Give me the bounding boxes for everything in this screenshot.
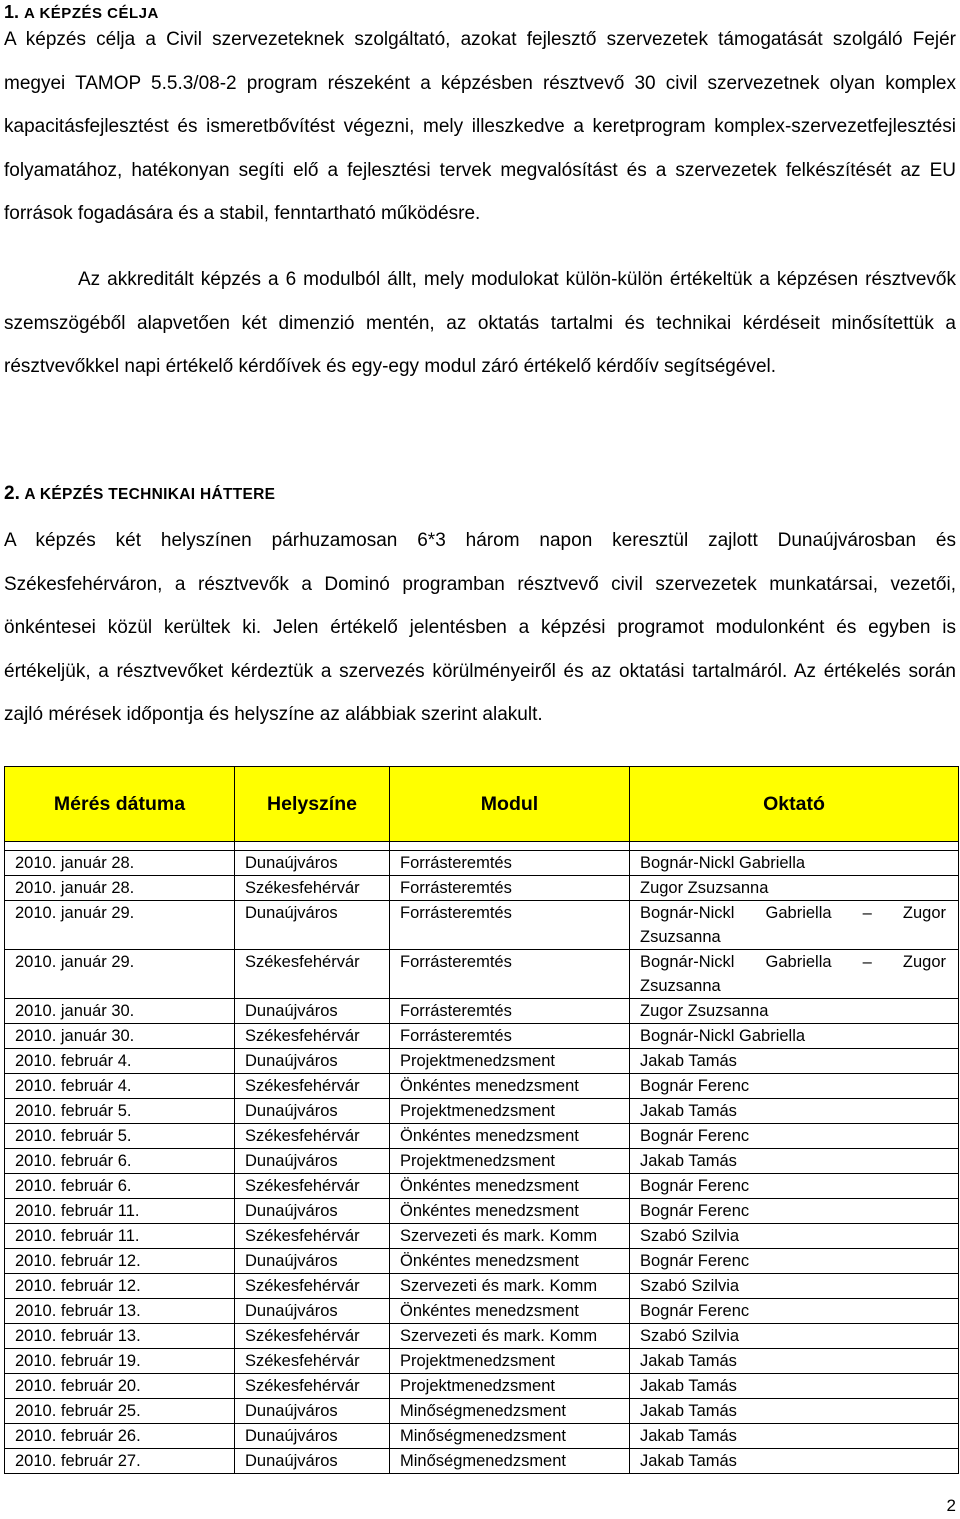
module-cell: Projektmenedzsment (390, 1374, 630, 1399)
location-cell: Dunaújváros (235, 1249, 390, 1274)
date-cell: 2010. január 30. (5, 999, 235, 1024)
table-row (5, 1449, 959, 1474)
module-cell: Önkéntes menedzsment (390, 1299, 630, 1324)
location-cell: Székesfehérvár (235, 1349, 390, 1374)
location-cell: Székesfehérvár (235, 1074, 390, 1099)
module-cell: Önkéntes menedzsment (390, 1249, 630, 1274)
instructor-cell: Jakab Tamás (630, 1374, 959, 1399)
date-cell: 2010. január 29. (5, 950, 235, 999)
module-cell: Projektmenedzsment (390, 1349, 630, 1374)
location-cell: Dunaújváros (235, 1449, 390, 1474)
module-cell: Önkéntes menedzsment (390, 1174, 630, 1199)
location-cell: Székesfehérvár (235, 1374, 390, 1399)
date-cell: 2010. január 28. (5, 876, 235, 901)
instructor-cell: Bognár-Nickl Gabriella (630, 1024, 959, 1049)
section-2-title: A KÉPZÉS TECHNIKAI HÁTTERE (24, 486, 276, 503)
instructor-cell: Bognár Ferenc (630, 1299, 959, 1324)
instructor-cell: Szabó Szilvia (630, 1224, 959, 1249)
date-cell: 2010. február 11. (5, 1199, 235, 1224)
location-cell: Dunaújváros (235, 1149, 390, 1174)
table-body (5, 842, 959, 1474)
section-2-heading (4, 483, 275, 505)
module-cell: Forrásteremtés (390, 851, 630, 876)
location-cell: Székesfehérvár (235, 1224, 390, 1249)
instructor-cell: Bognár-Nickl Gabriella (630, 851, 959, 876)
instructor-cell: Zugor Zsuzsanna (630, 876, 959, 901)
location-cell: Dunaújváros (235, 999, 390, 1024)
date-cell: 2010. február 5. (5, 1124, 235, 1149)
module-cell: Forrásteremtés (390, 950, 630, 999)
table-row (5, 1124, 959, 1149)
table-row (5, 1049, 959, 1074)
section-1-paragraph-2: Az akkreditált képzés a 6 modulból állt, mely modulokat külön-külön értékeltük a képzésen résztvevők szemszögéből alapvetően két dimenzió mentén, az oktatás tartalmi és technikai kérdéseit minősítettük a résztvevőkkel napi értékelő kérdőívek és egy-egy modul záró értékelő kérdőív segítségével. (4, 269, 956, 377)
table-row (5, 1399, 959, 1424)
section-1-title: A KÉPZÉS CÉLJA (24, 5, 159, 22)
location-cell: Székesfehérvár (235, 1274, 390, 1299)
table-row (5, 851, 959, 876)
module-cell: Minőségmenedzsment (390, 1399, 630, 1424)
module-cell: Szervezeti és mark. Komm (390, 1324, 630, 1349)
instructor-cell: Szabó Szilvia (630, 1274, 959, 1299)
location-cell: Dunaújváros (235, 1199, 390, 1224)
date-cell: 2010. február 13. (5, 1324, 235, 1349)
location-cell: Dunaújváros (235, 1299, 390, 1324)
instructor-cell: Bognár Ferenc (630, 1074, 959, 1099)
instructor-cell: Jakab Tamás (630, 1149, 959, 1174)
location-cell: Dunaújváros (235, 901, 390, 950)
table-row (5, 1374, 959, 1399)
date-cell: 2010. február 12. (5, 1249, 235, 1274)
module-cell: Szervezeti és mark. Komm (390, 1274, 630, 1299)
date-cell: 2010. február 12. (5, 1274, 235, 1299)
table-row (5, 1074, 959, 1099)
date-cell: 2010. február 19. (5, 1349, 235, 1374)
location-cell: Székesfehérvár (235, 1124, 390, 1149)
module-cell: Minőségmenedzsment (390, 1424, 630, 1449)
date-cell: 2010. február 11. (5, 1224, 235, 1249)
date-cell: 2010. január 28. (5, 851, 235, 876)
table-row (5, 950, 959, 999)
location-cell: Dunaújváros (235, 1049, 390, 1074)
table-row (5, 1099, 959, 1124)
table-row (5, 1174, 959, 1199)
instructor-cell: Jakab Tamás (630, 1049, 959, 1074)
module-cell: Projektmenedzsment (390, 1099, 630, 1124)
table-row (5, 1024, 959, 1049)
instructor-cell: Bognár Ferenc (630, 1174, 959, 1199)
date-cell: 2010. február 4. (5, 1074, 235, 1099)
location-cell: Székesfehérvár (235, 1024, 390, 1049)
section-2-paragraph: A képzés két helyszínen párhuzamosan 6*3 három napon keresztül zajlott Dunaújvárosban és Székesfehérváron, a résztvevők a Dominó programban résztvevő civil szervezetek munkatársai, vezetői, önkéntesei közül kerültek ki. Jelen értékelő jelentésben a képzési programot modulonként és egyben is értékeljük, a résztvevőket kérdeztük a szervezés körülményeiről és az oktatási tartalmáról. Az értékelés során zajló mérések időpontja és helyszíne az alábbiak szerint alakult. (4, 530, 956, 725)
location-cell: Dunaújváros (235, 851, 390, 876)
instructor-cell: Jakab Tamás (630, 1349, 959, 1374)
date-cell: 2010. január 30. (5, 1024, 235, 1049)
header-module: Modul (390, 767, 630, 842)
module-cell: Forrásteremtés (390, 876, 630, 901)
table-row (5, 1149, 959, 1174)
header-location: Helyszíne (235, 767, 390, 842)
table-row (5, 1249, 959, 1274)
location-cell: Dunaújváros (235, 1424, 390, 1449)
date-cell: 2010. február 13. (5, 1299, 235, 1324)
table-row (5, 1199, 959, 1224)
module-cell: Projektmenedzsment (390, 1149, 630, 1174)
location-cell: Dunaújváros (235, 1399, 390, 1424)
date-cell: 2010. február 26. (5, 1424, 235, 1449)
table-row (5, 999, 959, 1024)
module-cell: Önkéntes menedzsment (390, 1124, 630, 1149)
date-cell: 2010. február 4. (5, 1049, 235, 1074)
location-cell: Székesfehérvár (235, 876, 390, 901)
date-cell: 2010. február 6. (5, 1174, 235, 1199)
page-number: 2 (946, 1496, 956, 1515)
instructor-cell: Bognár-Nickl Gabriella – Zugor Zsuzsanna (630, 901, 959, 950)
table-spacer-row (5, 842, 959, 851)
date-cell: 2010. február 20. (5, 1374, 235, 1399)
section-1-number: 1. (4, 2, 20, 22)
module-cell: Szervezeti és mark. Komm (390, 1224, 630, 1249)
module-cell: Önkéntes menedzsment (390, 1074, 630, 1099)
instructor-cell: Jakab Tamás (630, 1399, 959, 1424)
header-date: Mérés dátuma (5, 767, 235, 842)
instructor-cell: Jakab Tamás (630, 1449, 959, 1474)
module-cell: Forrásteremtés (390, 1024, 630, 1049)
table-row (5, 1324, 959, 1349)
header-instructor: Oktató (630, 767, 959, 842)
instructor-cell: Bognár Ferenc (630, 1199, 959, 1224)
table-row (5, 901, 959, 950)
table-row (5, 876, 959, 901)
instructor-cell: Szabó Szilvia (630, 1324, 959, 1349)
table-header-row (5, 767, 959, 842)
location-cell: Székesfehérvár (235, 1324, 390, 1349)
table-row (5, 1424, 959, 1449)
date-cell: 2010. február 5. (5, 1099, 235, 1124)
date-cell: 2010. február 27. (5, 1449, 235, 1474)
date-cell: 2010. február 6. (5, 1149, 235, 1174)
table-row (5, 1224, 959, 1249)
instructor-cell: Jakab Tamás (630, 1424, 959, 1449)
table-row (5, 1274, 959, 1299)
instructor-cell: Bognár-Nickl Gabriella – Zugor Zsuzsanna (630, 950, 959, 999)
table-row (5, 1349, 959, 1374)
location-cell: Dunaújváros (235, 1099, 390, 1124)
module-cell: Projektmenedzsment (390, 1049, 630, 1074)
instructor-cell: Bognár Ferenc (630, 1124, 959, 1149)
section-2-number: 2. (4, 483, 20, 504)
module-cell: Forrásteremtés (390, 901, 630, 950)
location-cell: Székesfehérvár (235, 1174, 390, 1199)
instructor-cell: Zugor Zsuzsanna (630, 999, 959, 1024)
section-1-paragraph-1: A képzés célja a Civil szervezeteknek szolgáltató, azokat fejlesztő szervezetek támogatását szolgáló Fejér megyei TAMOP 5.5.3/08-2 program részeként a képzésben résztvevő 30 civil szervezetnek olyan komplex kapacitásfejlesztést és ismeretbővítést végezni, mely illeszkedve a keretprogram komplex-szervezetfejlesztési folyamatához, hatékonyan segíti elő a fejlesztési tervek megvalósítást és a szervezetek felkészítését az EU források fogadására és a stabil, fenntartható működésre. (4, 29, 956, 224)
measurement-schedule-table (4, 766, 959, 1474)
module-cell: Minőségmenedzsment (390, 1449, 630, 1474)
module-cell: Önkéntes menedzsment (390, 1199, 630, 1224)
instructor-cell: Jakab Tamás (630, 1099, 959, 1124)
module-cell: Forrásteremtés (390, 999, 630, 1024)
date-cell: 2010. február 25. (5, 1399, 235, 1424)
location-cell: Székesfehérvár (235, 950, 390, 999)
table-row (5, 1299, 959, 1324)
instructor-cell: Bognár Ferenc (630, 1249, 959, 1274)
date-cell: 2010. január 29. (5, 901, 235, 950)
